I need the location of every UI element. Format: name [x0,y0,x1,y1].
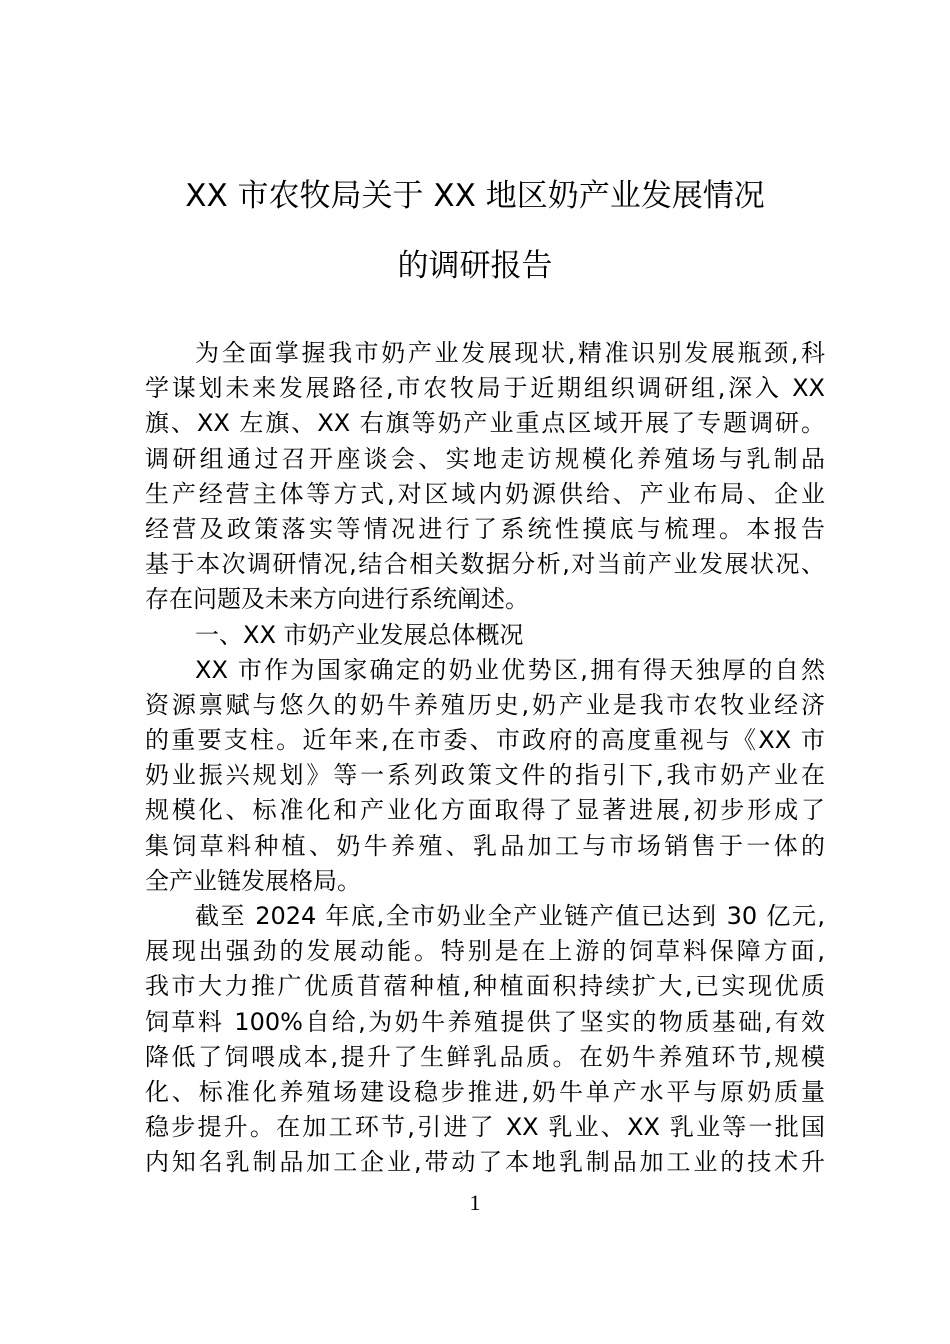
text-line: 学谋划未来发展路径,市农牧局于近期组织调研组,深入 XX [145,374,825,403]
text-line: 化、标准化养殖场建设稳步推进,奶牛单产水平与原奶质量 [145,1077,825,1106]
text-line: 资源禀赋与悠久的奶牛养殖历史,奶产业是我市农牧业经济 [145,690,825,719]
page-number: 1 [469,1190,481,1215]
document-title-line-1: XX 市农牧局关于 XX 地区奶产业发展情况 [185,178,765,214]
paragraph-overview [145,653,825,899]
text-line: XX 市作为国家确定的奶业优势区,拥有得天独厚的自然 [195,655,825,684]
text-line: 规模化、标准化和产业化方面取得了显著进展,初步形成了 [145,796,825,825]
text-line: 调研组通过召开座谈会、实地走访规模化养殖场与乳制品 [145,444,825,473]
text-line: 为全面掌握我市奶产业发展现状,精准识别发展瓶颈,科 [195,339,825,367]
text-line: 展现出强劲的发展动能。特别是在上游的饲草料保障方面, [145,937,825,966]
text-line: 截至 2024 年底,全市奶业全产业链产值已达到 30 亿元, [195,902,825,930]
paragraph-output-value [145,899,825,1181]
text-line: 饲草料 100%自给,为奶牛养殖提供了坚实的物质基础,有效 [145,1007,825,1036]
text-line: 存在问题及未来方向进行系统阐述。 [145,585,529,614]
text-line: 内知名乳制品加工企业,带动了本地乳制品加工业的技术升 [145,1148,825,1177]
document-title-line-2: 的调研报告 [397,248,553,284]
text-line: 的重要支柱。近年来,在市委、市政府的高度重视与《XX 市 [145,726,825,755]
text-line: 稳步提升。在加工环节,引进了 XX 乳业、XX 乳业等一批国 [145,1113,825,1142]
text-line: 旗、XX 左旗、XX 右旗等奶产业重点区域开展了专题调研。 [145,409,825,438]
text-line: 降低了饲喂成本,提升了生鲜乳品质。在奶牛养殖环节,规模 [145,1042,825,1071]
document-body [145,336,825,1181]
paragraph-introduction [145,336,825,618]
text-line: 生产经营主体等方式,对区域内奶源供给、产业布局、企业 [145,479,825,508]
section-heading-1 [145,618,825,653]
text-line: 全产业链发展格局。 [145,866,361,895]
text-line: 基于本次调研情况,结合相关数据分析,对当前产业发展状况、 [145,550,825,579]
text-line: 经营及政策落实等情况进行了系统性摸底与梳理。本报告 [145,514,825,543]
text-line: 奶业振兴规划》等一系列政策文件的指引下,我市奶产业在 [145,761,825,790]
text-line: 我市大力推广优质苜蓿种植,种植面积持续扩大,已实现优质 [145,972,825,1001]
section-heading-text: 一、XX 市奶产业发展总体概况 [195,620,524,649]
text-line: 集饲草料种植、奶牛养殖、乳品加工与市场销售于一体的 [145,831,825,860]
